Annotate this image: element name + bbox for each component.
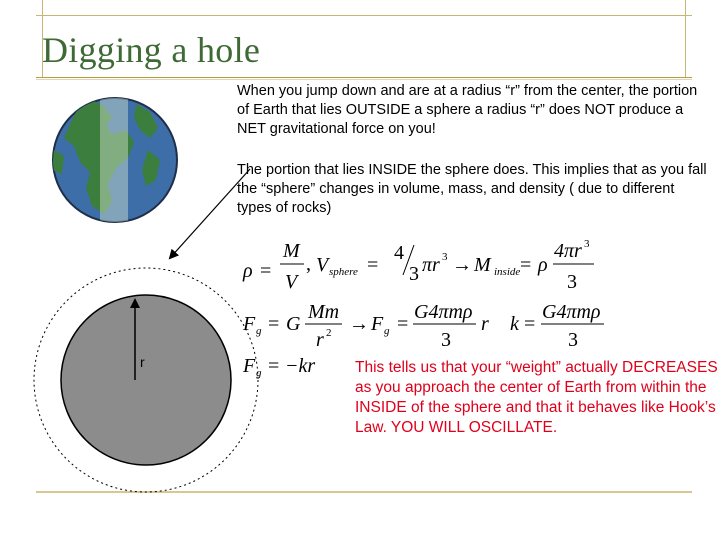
eq-equals-5: = (397, 313, 409, 335)
radius-label: r (140, 354, 145, 370)
eq-rho: ρ (243, 260, 253, 282)
eq-inside-sub: inside (494, 266, 521, 278)
eq-cube-2: 3 (584, 238, 590, 250)
eq-G4pimrho-2: G4πmρ (542, 301, 601, 323)
eq-four: 4 (394, 242, 404, 264)
eq-comma: , (306, 253, 311, 275)
slide-title: Digging a hole (42, 30, 261, 70)
eq-M: M (283, 240, 300, 262)
equation-hooke (242, 355, 315, 379)
eq-V: V (285, 271, 298, 293)
eq-den-3b: 3 (568, 329, 578, 351)
eq-F-2: F (371, 313, 384, 335)
eq-F: F (243, 313, 256, 335)
eq-three: 3 (409, 263, 419, 285)
eq-den-3: 3 (567, 271, 577, 293)
eq-g-sub: g (256, 325, 262, 337)
eq-k: k (510, 313, 519, 335)
eq-square: 2 (326, 327, 332, 339)
eq-pi-r: πr (422, 254, 440, 276)
eq-equals-2: = (367, 254, 379, 276)
eq-sphere-sub: sphere (329, 266, 358, 278)
eq-G4pimrho: G4πmρ (414, 301, 473, 323)
eq-equals-1: = (260, 260, 272, 282)
eq-equals-4: = (268, 313, 280, 335)
eq-g-sub-3: g (256, 367, 262, 379)
eq-minus-kr: −kr (285, 355, 316, 377)
earth-globe-icon (52, 96, 177, 226)
eq-equals-7: = (268, 355, 280, 377)
eq-rho-2: ρ (538, 254, 548, 276)
eq-arrow-2: → (349, 313, 369, 335)
eq-arrow-1: → (452, 254, 472, 276)
eq-g-sub-2: g (384, 325, 390, 337)
eq-r-mult: r (481, 313, 489, 335)
eq-Mm: Mm (308, 301, 340, 323)
paragraph-outside-sphere: When you jump down and are at a radius “r” from the center, the portion of Earth that lies OUTSIDE a sphere a radius “r” does NOT produce a NET gravitational force on you! (237, 83, 698, 137)
eq-M-inside: M (474, 254, 491, 276)
eq-equals-3: = (520, 254, 532, 276)
eq-den-3a: 3 (441, 329, 451, 351)
equation-density (242, 238, 594, 293)
eq-F-3: F (243, 355, 256, 377)
inner-sphere (61, 295, 231, 465)
eq-r-den: r (316, 329, 324, 351)
eq-equals-6: = (524, 313, 536, 335)
eq-G: G (286, 313, 301, 335)
eq-four-pi-r: 4πr (554, 240, 582, 262)
eq-cube: 3 (442, 251, 448, 263)
eq-V-sphere: V (316, 254, 329, 276)
paragraph-inside-sphere: The portion that lies INSIDE the sphere does. This implies that as you fall the “sphere” changes in volume, mass, and density ( due to different types of rocks) (237, 162, 707, 216)
oscillation-note: This tells us that your “weight” actually DECREASES as you approach the center of Earth from within the INSIDE of the sphere and that it behaves like Hook’s Law. YOU WILL OSCILLATE. (355, 359, 718, 436)
equation-force (242, 301, 604, 351)
diagonal-arrow-icon (170, 169, 250, 258)
